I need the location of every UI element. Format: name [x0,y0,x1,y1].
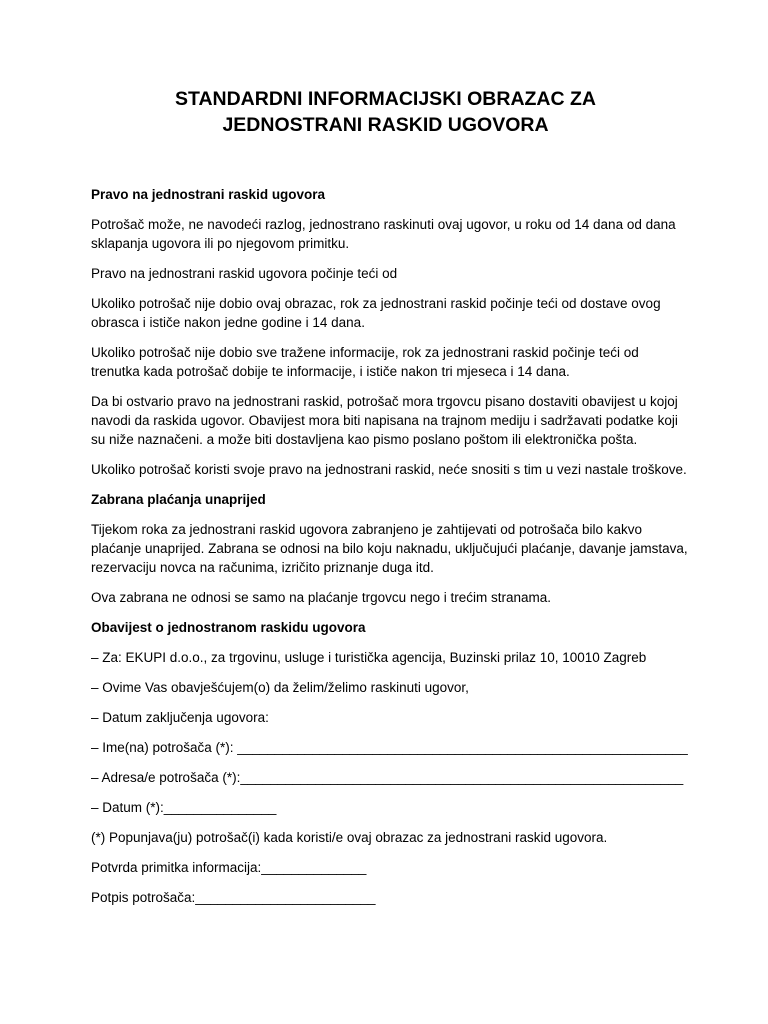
paragraph-no-costs: Ukoliko potrošač koristi svoje pravo na jednostrani raskid, neće snositi s tim u vezi nastale troškove. [91,462,687,477]
paragraph-missing-information: Ukoliko potrošač nije dobio sve tražene informacije, rok za jednostrani raskid počinje teći od trenutka kada potrošač dobije te informacije, i ističe nakon tri mjeseca i 14 dana. [91,345,639,379]
paragraph-prepayment-ban: Tijekom roka za jednostrani raskid ugovora zabranjeno je zahtijevati od potrošača bilo kakvo plaćanje unaprijed. Zabrana se odnosi na bilo koju naknadu, uključujući plaćanje, davanje jamstava, rezervaciju novca na računima, izričito priznanje duga itd. [91,522,688,575]
form-line-statement: – Ovime Vas obavješćujem(o) da želim/želimo raskinuti ugovor, [91,680,469,695]
form-line-recipient: – Za: EKUPI d.o.o., za trgovinu, usluge i turistička agencija, Buzinski prilaz 10, 10010 Zagreb [91,650,647,665]
form-line-receipt-confirmation: Potvrda primitka informacija:______________ [91,860,367,875]
title-line-2: JEDNOSTRANI RASKID UGOVORA [222,114,549,136]
document-title [91,86,688,138]
title-line-1: STANDARDNI INFORMACIJSKI OBRAZAC ZA [174,88,597,110]
paragraph-third-parties: Ova zabrana ne odnosi se samo na plaćanje trgovcu nego i trećim stranama. [91,590,552,605]
form-line-consumer-name: – Ime(na) potrošača (*): ____________________________________________________________ [91,740,688,755]
paragraph-no-form-received: Ukoliko potrošač nije dobio ovaj obrazac, rok za jednostrani raskid počinje teći od dostave ovog obrasca i ističe nakon jedne godine i 14 dana. [91,296,661,330]
paragraph-withdrawal-period: Potrošač može, ne navodeći razlog, jednostrano raskinuti ovaj ugovor, u roku od 14 dana od dana sklapanja ugovora ili po njegovom primitku. [91,217,676,251]
form-line-consumer-address: – Adresa/e potrošača (*):___________________________________________________________ [91,770,684,785]
form-line-signature: Potpis potrošača:________________________ [91,890,376,905]
heading-prepayment-ban: Zabrana plaćanja unaprijed [91,492,266,507]
heading-right-of-withdrawal: Pravo na jednostrani raskid ugovora [91,187,326,202]
paragraph-period-start: Pravo na jednostrani raskid ugovora počinje teći od [91,266,398,281]
heading-withdrawal-notice: Obavijest o jednostranom raskidu ugovora [91,620,366,635]
form-line-date: – Datum (*):_______________ [91,800,277,815]
paragraph-how-to-withdraw: Da bi ostvario pravo na jednostrani raskid, potrošač mora trgovcu pisano dostaviti obavijest u kojoj navodi da raskida ugovor. Obavijest mora biti napisana na trajnom mediju i sadržavati podatke koji su niže naznačeni. a može biti dostavljena kao pismo poslano poštom ili elektronička pošta. [91,394,678,447]
form-line-contract-date: – Datum zaključenja ugovora: [91,710,269,725]
form-footnote: (*) Popunjava(ju) potrošač(i) kada koristi/e ovaj obrazac za jednostrani raskid ugovora. [91,830,608,845]
